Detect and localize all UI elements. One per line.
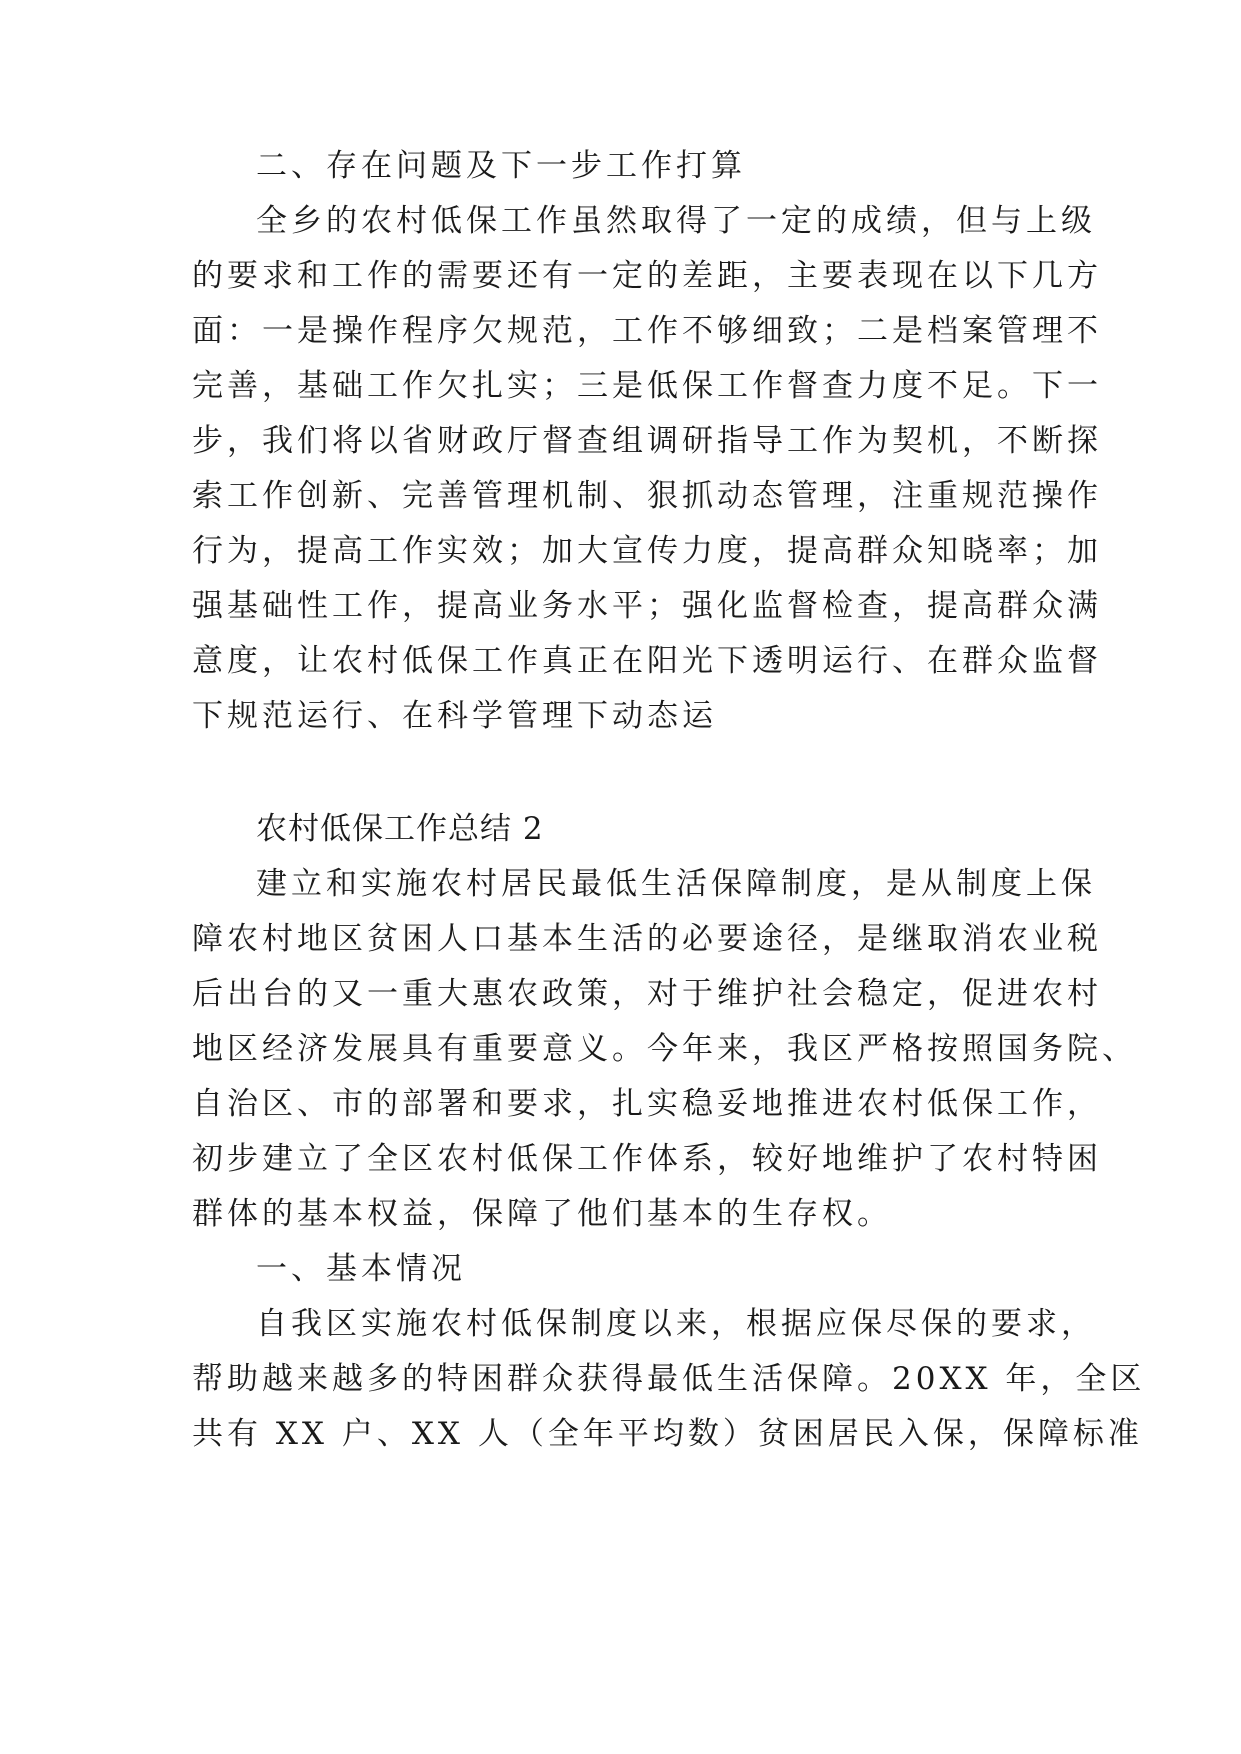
- document-title: 农村低保工作总结 2: [256, 811, 544, 847]
- paragraph-line: 初步建立了全区农村低保工作体系，较好地维护了农村特困: [192, 1141, 1102, 1177]
- paragraph-line: 索工作创新、完善管理机制、狠抓动态管理，注重规范操作: [192, 478, 1102, 514]
- paragraph-line: 自治区、市的部署和要求，扎实稳妥地推进农村低保工作，: [192, 1086, 1102, 1122]
- paragraph-line: 的要求和工作的需要还有一定的差距，主要表现在以下几方: [192, 258, 1102, 294]
- paragraph-line: 群体的基本权益，保障了他们基本的生存权。: [192, 1196, 892, 1232]
- paragraph-line: 意度，让农村低保工作真正在阳光下透明运行、在群众监督: [192, 643, 1102, 679]
- paragraph-line: 强基础性工作，提高业务水平；强化监督检查，提高群众满: [192, 588, 1102, 624]
- paragraph-line: 完善，基础工作欠扎实；三是低保工作督查力度不足。下一: [192, 368, 1102, 404]
- paragraph-line: 后出台的又一重大惠农政策，对于维护社会稳定，促进农村: [192, 976, 1102, 1012]
- paragraph-line: 步，我们将以省财政厅督查组调研指导工作为契机，不断探: [192, 423, 1102, 459]
- section-subheading: 一、基本情况: [256, 1251, 466, 1287]
- paragraph-line: 全乡的农村低保工作虽然取得了一定的成绩，但与上级: [256, 203, 1096, 239]
- paragraph-line: 行为，提高工作实效；加大宣传力度，提高群众知晓率；加: [192, 533, 1102, 569]
- paragraph-line: 面：一是操作程序欠规范，工作不够细致；二是档案管理不: [192, 313, 1102, 349]
- paragraph-line: 障农村地区贫困人口基本生活的必要途径，是继取消农业税: [192, 921, 1102, 957]
- paragraph-line: 建立和实施农村居民最低生活保障制度，是从制度上保: [256, 866, 1096, 902]
- paragraph-line: 帮助越来越多的特困群众获得最低生活保障。20XX 年，全区: [192, 1361, 1146, 1397]
- paragraph-line: 共有 XX 户、XX 人（全年平均数）贫困居民入保，保障标准: [192, 1416, 1143, 1452]
- paragraph-line: 下规范运行、在科学管理下动态运: [192, 698, 717, 734]
- paragraph-line: 地区经济发展具有重要意义。今年来，我区严格按照国务院、: [192, 1031, 1137, 1067]
- section-heading: 二、存在问题及下一步工作打算: [256, 148, 746, 184]
- paragraph-line: 自我区实施农村低保制度以来，根据应保尽保的要求，: [256, 1306, 1096, 1342]
